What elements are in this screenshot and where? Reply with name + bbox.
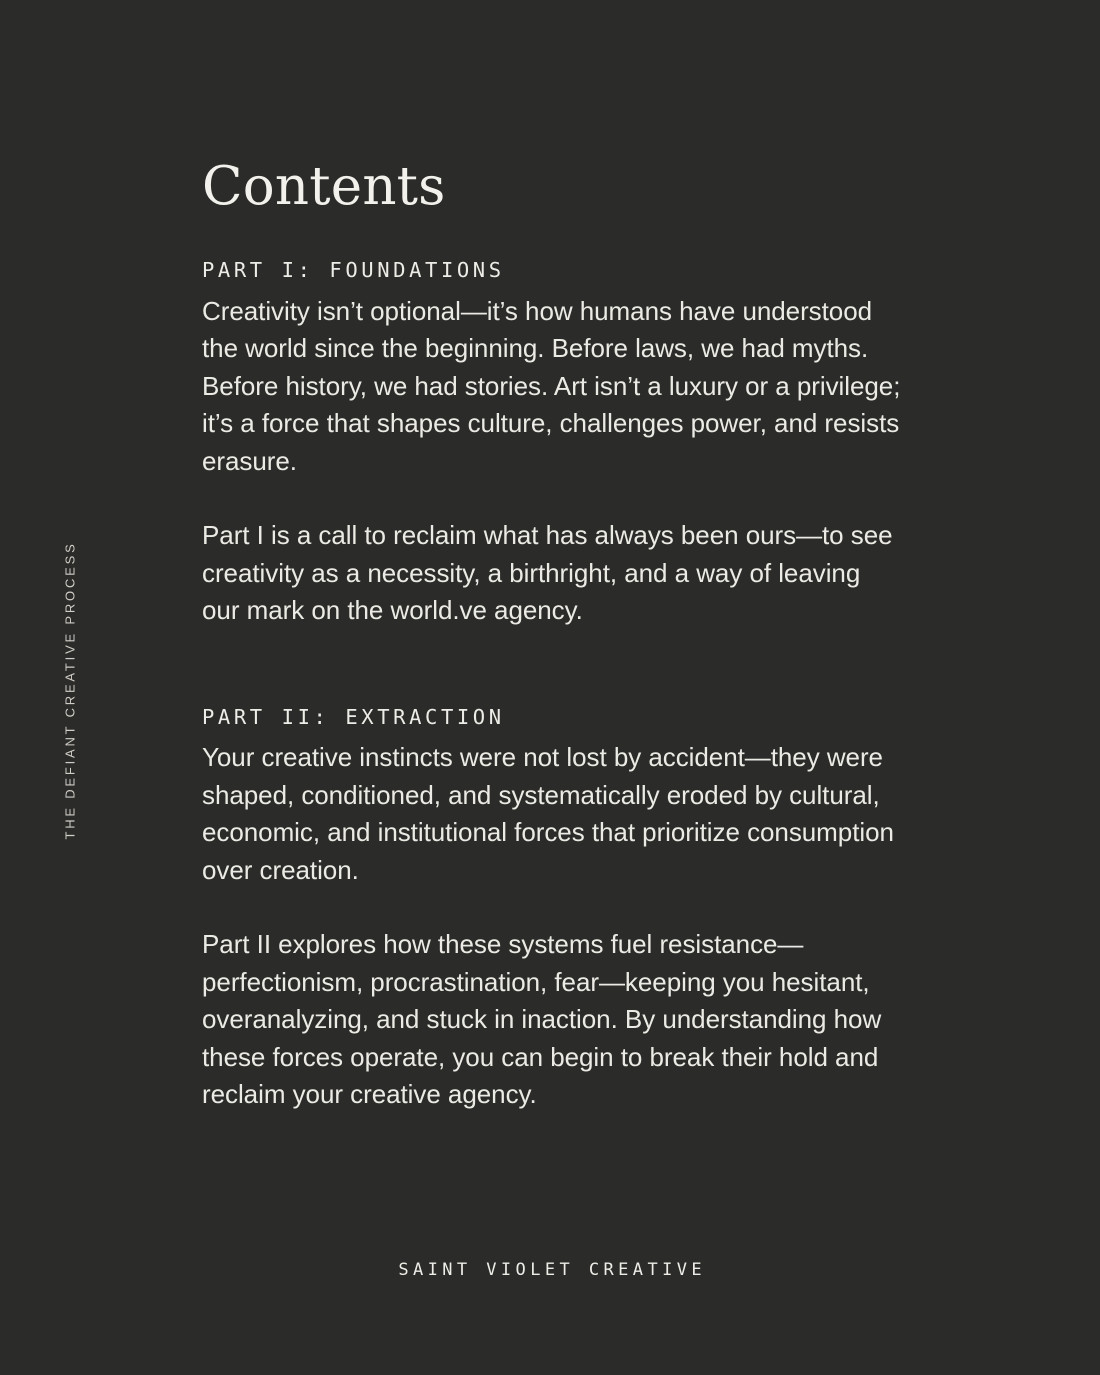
section-label-part-2: PART II: EXTRACTION [202,704,505,729]
section-paragraph: Part II explores how these systems fuel resistance—perfectionism, procrastination, fear—keeping you hesitant, overanalyzing, and stuck in inaction. By understanding how these forces operate, you can begin to break their hold and reclaim your creative agency. [202,929,882,1110]
section-paragraph: Your creative instincts were not lost by accident—they were shaped, conditioned, and systematically eroded by cultural, economic, and institutional forces that prioritize consumption over creation. [202,742,894,885]
content-column [202,150,902,1114]
spine-label-text: THE DEFIANT CREATIVE PROCESS [62,540,78,840]
section-paragraph: Part I is a call to reclaim what has always been ours—to see creativity as a necessity, a birthright, and a way of leaving our mark on the world.ve agency. [202,520,893,626]
section-label-part-1: PART I: FOUNDATIONS [202,258,505,282]
vertical-spine-label [0,520,140,860]
page-title: Contents [202,156,446,217]
section-part-2 [202,704,902,1114]
footer [0,1260,1100,1280]
section-paragraph: Creativity isn’t optional—it’s how humans have understood the world since the beginning. Before laws, we had myths. Before history, we had stories. Art isn’t a luxury or a privilege; it’s a force that shapes culture, challenges power, and resists erasure. [202,295,901,476]
footer-brand: SAINT VIOLET CREATIVE [398,1260,707,1280]
section-part-1 [202,257,902,630]
